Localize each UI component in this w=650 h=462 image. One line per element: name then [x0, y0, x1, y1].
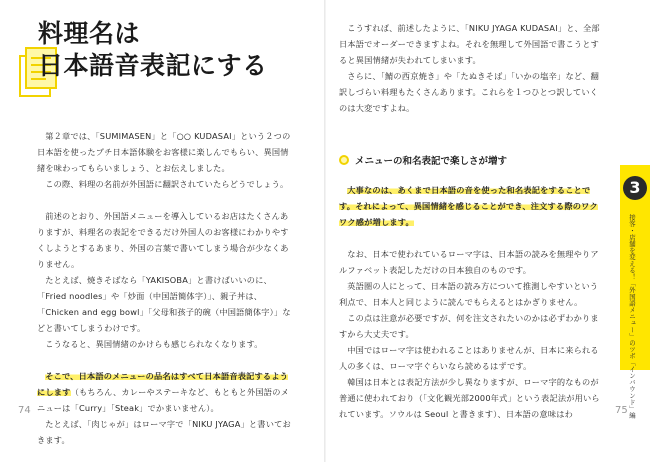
paragraph: 前述のとおり、外国語メニューを導入しているお店はたくさんありますが、料理名の表記をできるだけ外国人のお客様にわかりやすくしようとするあまり、外国の言葉で書いてしまう場合が少なくありません。: [37, 211, 289, 269]
highlighted-paragraph: [37, 368, 295, 416]
paragraph: さらに、「鯖の西京焼き」や「たぬきそば」「いかの塩辛」など、翻訳しづらい料理もたくさんあります。これらを１つひとつ訳していくのは大変ですよね。: [339, 71, 600, 113]
paragraph: こうなると、異国情緒のかけらも感じられなくなります。: [45, 339, 263, 349]
highlighted-paragraph: [339, 182, 604, 230]
paragraph: 中国ではローマ字は使われることはありませんが、日本に来られる人の多くは、ローマ字ぐらいなら読めるはずです。: [339, 345, 599, 371]
chapter-number-badge: 3: [623, 176, 647, 200]
section-heading: [339, 153, 599, 167]
paragraph: たとえば、焼きそばなら「YAKISOBA」と書けばいいのに、「Fried noodles」や「炒面（中国語簡体字）」、親子丼は、「Chicken and egg bowl」「父母和孩子的碗（中国語簡体字）」などと書いてしまうわけです。: [37, 275, 291, 333]
title-line-2: 日本語音表記にする: [38, 51, 268, 80]
right-body-bottom: [339, 182, 604, 422]
paragraph: たとえば、「肉じゃが」はローマ字で「NIKU JYAGA」と書いておきます。: [37, 419, 291, 445]
highlight-tail-text: （もちろん、カレーやステーキなど、もともと外国語のメニューは「Curry」「Steak」でかまいません）。: [37, 387, 289, 413]
highlight-text: 大事なのは、あくまで日本語の音を使った和名表記をすることです。それによって、異国情緒を感じることができ、注文する際のワクワク感が増します。: [339, 185, 598, 227]
paragraph: 韓国は日本とは表記方法が少し異なりますが、ローマ字的なものが普通に使われており（「文化観光部2000年式」という表記法が用いられています。ソウルは Seoul と書きます）、日本語の意味はわ: [339, 377, 600, 419]
circle-bullet-icon: [339, 155, 349, 165]
left-body-text: [37, 128, 295, 448]
paragraph: こうすれば、前述したように、「NIKU JYAGA KUDASAI」と、全部日本語でオーダーできますよね。それを無理して外国語で書こうとすると異国情緒が失われてしまいます。: [339, 23, 600, 65]
right-page: [325, 0, 650, 462]
paragraph: この点は注意が必要ですが、何を注文されたいのかは必ずわかりますから大丈夫です。: [339, 313, 599, 339]
right-body-top: [339, 20, 604, 116]
paragraph: この際、料理の名前が外国語に翻訳されていたらどうでしょう。: [45, 179, 289, 189]
page-number-left: 74: [18, 405, 31, 416]
page-number-right: 75: [615, 405, 628, 416]
title-line-1: 料理名は: [38, 19, 141, 48]
paragraph: 英語圏の人にとって、日本語の読み方について推測しやすいという利点で、日本人と同じように読んでもらえるとはかぎりません。: [339, 281, 599, 307]
section-heading-text: メニューの和名表記で楽しさが増す: [355, 156, 508, 167]
paragraph: 第２章では、「SUMIMASEN」と「○○ KUDASAI」という２つの日本語を使ったプチ日本語体験をお客様に楽しんでもらい、異国情緒を味わってもらいましょう、とお伝えしました。: [37, 131, 291, 173]
chapter-running-title: 接客・店舗を変える！「外国語メニュー」のツボ「インバウンド」編: [628, 214, 636, 419]
highlight-text: そこで、日本語のメニューの品名はすべて日本語音表記するようにします: [37, 371, 289, 397]
chapter-section-title: [38, 18, 268, 82]
paragraph: なお、日本で使われているローマ字は、日本語の読みを無理やりアルファベット表記しただけの日本独自のものです。: [339, 249, 599, 275]
